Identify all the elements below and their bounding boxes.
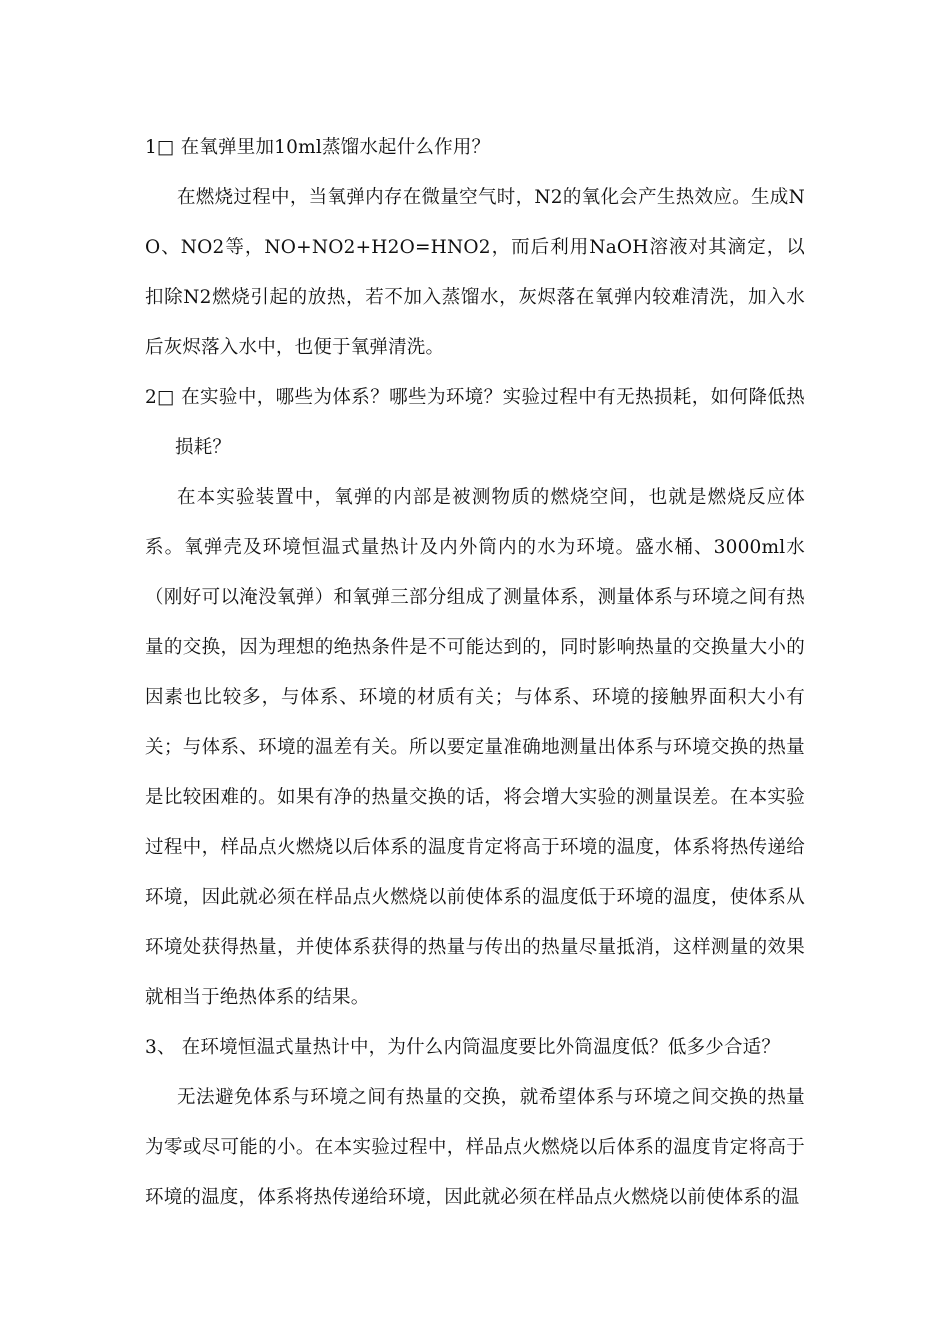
question-2-number: 2□: [145, 387, 176, 408]
question-2: [145, 373, 805, 473]
document-body: [145, 123, 805, 1223]
question-1-number: 1□: [145, 137, 175, 158]
question-2-text: 在实验中，哪些为体系？哪些为环境？实验过程中有无热损耗，如何降低热损耗？: [175, 387, 805, 458]
question-3-number: 3、: [145, 1037, 176, 1058]
answer-1: 在燃烧过程中，当氧弹内存在微量空气时，N2的氧化会产生热效应。生成NO、NO2等，NO+NO2+H2O=HNO2，而后利用NaOH溶液对其滴定，以扣除N2燃烧引起的放热，若不加入蒸馏水，灰烬落在氧弹内较难清洗，加入水后灰烬落入水中，也便于氧弹清洗。: [145, 187, 805, 358]
question-3-text: 在环境恒温式量热计中，为什么内筒温度要比外筒温度低？低多少合适？: [181, 1037, 781, 1058]
question-1: [145, 123, 805, 173]
question-3: [145, 1023, 805, 1073]
answer-3: 无法避免体系与环境之间有热量的交换，就希望体系与环境之间交换的热量为零或尽可能的小。在本实验过程中，样品点火燃烧以后体系的温度肯定将高于环境的温度，体系将热传递给环境，因此就必须在样品点火燃烧以前使体系的温: [145, 1087, 805, 1208]
question-1-text: 在氧弹里加10ml蒸馏水起什么作用？: [180, 137, 491, 158]
answer-2: 在本实验装置中，氧弹的内部是被测物质的燃烧空间，也就是燃烧反应体系。氧弹壳及环境恒温式量热计及内外筒内的水为环境。盛水桶、3000ml水（刚好可以淹没氧弹）和氧弹三部分组成了测量体系，测量体系与环境之间有热量的交换，因为理想的绝热条件是不可能达到的，同时影响热量的交换量大小的因素也比较多，与体系、环境的材质有关；与体系、环境的接触界面积大小有关；与体系、环境的温差有关。所以要定量准确地测量出体系与环境交换的热量是比较困难的。如果有净的热量交换的话，将会增大实验的测量误差。在本实验过程中，样品点火燃烧以后体系的温度肯定将高于环境的温度，体系将热传递给环境，因此就必须在样品点火燃烧以前使体系的温度低于环境的温度，使体系从环境处获得热量，并使体系获得的热量与传出的热量尽量抵消，这样测量的效果就相当于绝热体系的结果。: [145, 487, 805, 1008]
